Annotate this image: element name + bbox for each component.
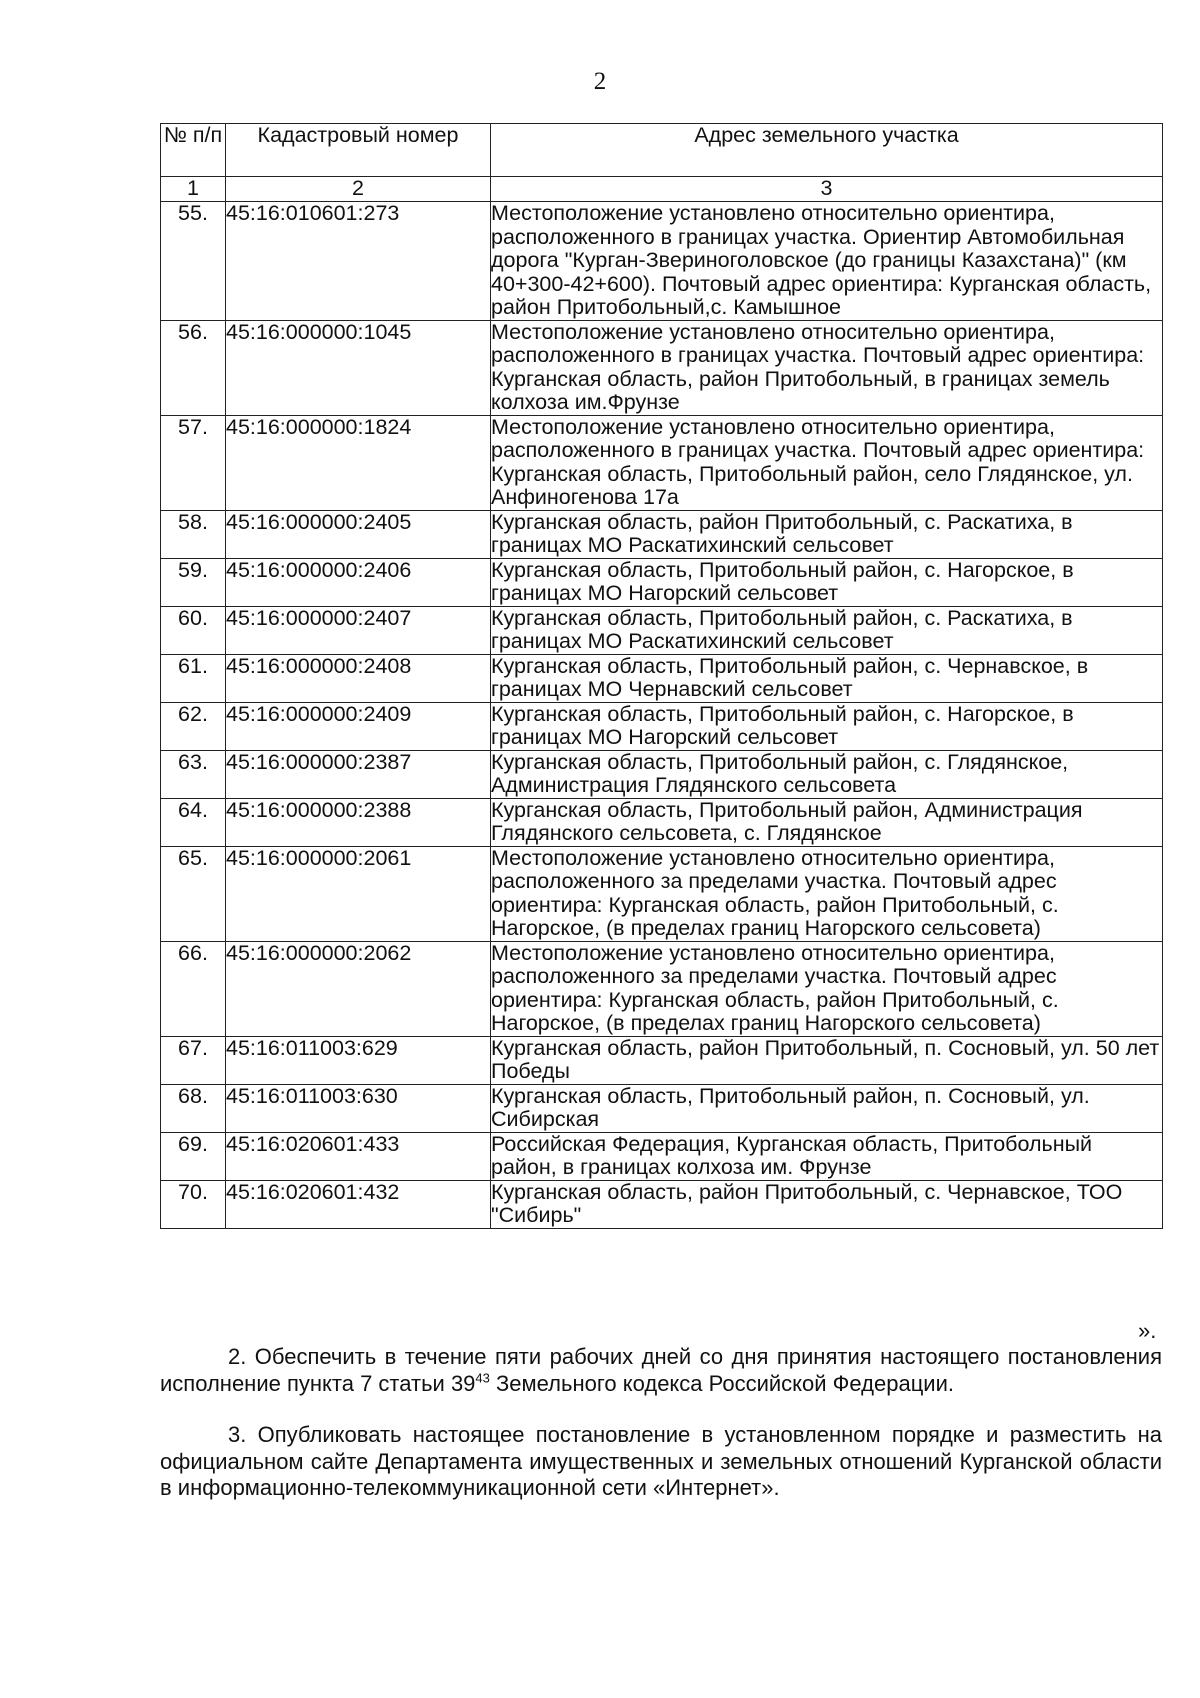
cadastral-number: 45:16:000000:2407 (226, 606, 491, 654)
table-row (161, 1180, 1163, 1228)
land-address: Курганская область, Притобольный район, Администрация Глядянского сельсовета, с. Глядянское (491, 798, 1163, 846)
row-number: 69. (161, 1132, 226, 1180)
cadastral-number: 45:16:000000:2387 (226, 750, 491, 798)
row-number: 67. (161, 1036, 226, 1084)
column-index: 2 (226, 177, 491, 202)
paragraph-2-tail: Земельного кодекса Российской Федерации. (489, 1370, 954, 1396)
paragraph-2 (160, 1344, 1162, 1397)
table-row (161, 1036, 1163, 1084)
cadastral-number: 45:16:000000:2409 (226, 702, 491, 750)
article-superscript: 43 (475, 1370, 490, 1386)
row-number: 59. (161, 558, 226, 606)
land-address: Местоположение установлено относительно ориентира, расположенного в границах участка. Почтовый адрес ориентира: Курганская область, Притобольный район, село Глядянское, ул. Анфиногенова 17а (491, 415, 1163, 510)
cadastral-number: 45:16:000000:2408 (226, 654, 491, 702)
table-row (161, 1132, 1163, 1180)
table-row (161, 415, 1163, 510)
row-number: 56. (161, 320, 226, 415)
cadastral-number: 45:16:010601:273 (226, 202, 491, 321)
land-address: Курганская область, район Притобольный, с. Раскатиха, в границах МО Раскатихинский сельсовет (491, 510, 1163, 558)
row-number: 66. (161, 941, 226, 1036)
land-address: Российская Федерация, Курганская область, Притобольный район, в границах колхоза им. Фрунзе (491, 1132, 1163, 1180)
land-address: Курганская область, Притобольный район, с. Нагорское, в границах МО Нагорский сельсовет (491, 702, 1163, 750)
row-number: 57. (161, 415, 226, 510)
table-row (161, 846, 1163, 941)
table-row (161, 750, 1163, 798)
row-number: 64. (161, 798, 226, 846)
paragraph-3: 3. Опубликовать настоящее постановление в установленном порядке и разместить на официальном сайте Департамента имущественных и земельных отношений Курганской области в информационно-телекоммуникационной сети «Интернет». (160, 1422, 1162, 1500)
cadastral-number: 45:16:000000:2388 (226, 798, 491, 846)
cadastral-number: 45:16:020601:433 (226, 1132, 491, 1180)
row-number: 63. (161, 750, 226, 798)
header-cadastral: Кадастровый номер (226, 124, 491, 177)
cadastral-number: 45:16:020601:432 (226, 1180, 491, 1228)
row-number: 70. (161, 1180, 226, 1228)
land-address: Курганская область, Притобольный район, с. Глядянское, Администрация Глядянского сельсовета (491, 750, 1163, 798)
header-address: Адрес земельного участка (491, 124, 1163, 177)
cadastral-number: 45:16:011003:629 (226, 1036, 491, 1084)
table-row (161, 202, 1163, 321)
cadastral-number: 45:16:000000:2062 (226, 941, 491, 1036)
land-address: Местоположение установлено относительно ориентира, расположенного в границах участка. Ориентир Автомобильная дорога "Курган-Звериноголовское (до границы Казахстана)" (км 40+300-42+600). Почтовый адрес ориентира: Курганская область, район Притобольный,с. Камышное (491, 202, 1163, 321)
page-number: 2 (593, 68, 607, 95)
table-row (161, 320, 1163, 415)
table-row (161, 941, 1163, 1036)
table-row (161, 606, 1163, 654)
cadastral-number: 45:16:011003:630 (226, 1084, 491, 1132)
row-number: 61. (161, 654, 226, 702)
row-number: 65. (161, 846, 226, 941)
row-number: 60. (161, 606, 226, 654)
land-address: Местоположение установлено относительно ориентира, расположенного в границах участка. Почтовый адрес ориентира: Курганская область, район Притобольный, в границах земель колхоза им.Фрунзе (491, 320, 1163, 415)
land-address: Курганская область, район Притобольный, с. Чернавское, ТОО "Сибирь" (491, 1180, 1163, 1228)
land-address: Курганская область, Притобольный район, п. Сосновый, ул. Сибирская (491, 1084, 1163, 1132)
header-num: № п/п (161, 124, 226, 177)
row-number: 55. (161, 202, 226, 321)
table-row (161, 558, 1163, 606)
cadastral-number: 45:16:000000:2405 (226, 510, 491, 558)
land-address: Курганская область, Притобольный район, с. Раскатиха, в границах МО Раскатихинский сельсовет (491, 606, 1163, 654)
cadastral-number: 45:16:000000:2061 (226, 846, 491, 941)
cadastral-table (160, 123, 1163, 1229)
column-index: 1 (161, 177, 226, 202)
land-address: Местоположение установлено относительно ориентира, расположенного за пределами участка. Почтовый адрес ориентира: Курганская область, район Притобольный, с. Нагорское, (в пределах границ Нагорского сельсовета) (491, 846, 1163, 941)
cadastral-number: 45:16:000000:1824 (226, 415, 491, 510)
table-header-row (161, 124, 1163, 177)
cadastral-number: 45:16:000000:2406 (226, 558, 491, 606)
land-address: Местоположение установлено относительно ориентира, расположенного за пределами участка. Почтовый адрес ориентира: Курганская область, район Притобольный, с. Нагорское, (в пределах границ Нагорского сельсовета) (491, 941, 1163, 1036)
table-row (161, 798, 1163, 846)
land-address: Курганская область, Притобольный район, с. Нагорское, в границах МО Нагорский сельсовет (491, 558, 1163, 606)
column-index: 3 (491, 177, 1163, 202)
table-row (161, 654, 1163, 702)
paragraph-2-text: 2. Обеспечить в течение пяти рабочих дней со дня принятия настоящего постановления исполнение пункта 7 статьи 39 (160, 1344, 1162, 1396)
table-row (161, 510, 1163, 558)
cadastral-number: 45:16:000000:1045 (226, 320, 491, 415)
table-row (161, 1084, 1163, 1132)
row-number: 58. (161, 510, 226, 558)
land-address: Курганская область, район Притобольный, п. Сосновый, ул. 50 лет Победы (491, 1036, 1163, 1084)
row-number: 62. (161, 702, 226, 750)
column-index-row (161, 177, 1163, 202)
row-number: 68. (161, 1084, 226, 1132)
land-address: Курганская область, Притобольный район, с. Чернавское, в границах МО Чернавский сельсовет (491, 654, 1163, 702)
closing-quote: ». (1138, 1318, 1157, 1343)
table-row (161, 702, 1163, 750)
